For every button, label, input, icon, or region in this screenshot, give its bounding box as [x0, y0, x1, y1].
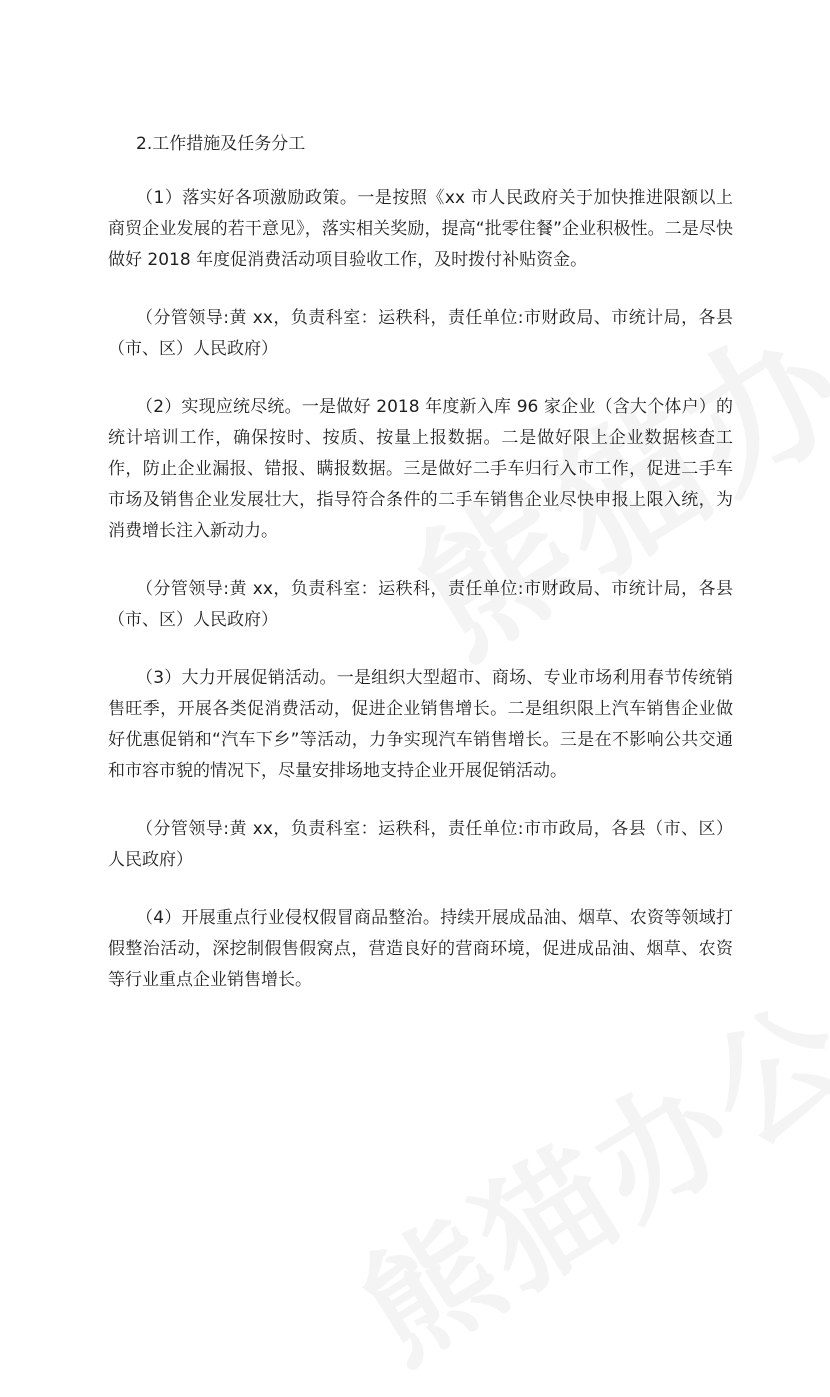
- paragraph-responsibility-2: （分管领导:黄 xx，负责科室：运秩科，责任单位:市财政局、市统计局，各县（市、区）人民政府）: [108, 579, 733, 630]
- paragraph-responsibility-3: （分管领导:黄 xx，负责科室：运秩科，责任单位:市市政局，各县（市、区）人民政府）: [108, 819, 733, 870]
- document-body: [108, 128, 733, 996]
- section-heading: 2.工作措施及任务分工: [136, 134, 306, 154]
- paragraph-measure-4: （4）开展重点行业侵权假冒商品整治。持续开展成品油、烟草、农资等领域打假整治活动，深挖制假售假窝点，营造良好的营商环境，促进成品油、烟草、农资等行业重点企业销售增长。: [108, 908, 733, 990]
- paragraph-measure-3: （3）大力开展促销活动。一是组织大型超市、商场、专业市场利用春节传统销售旺季，开展各类促消费活动，促进企业销售增长。二是组织限上汽车销售企业做好优惠促销和“汽车下乡”等活动，力争实现汽车销售增长。三是在不影响公共交通和市容市貌的情况下，尽量安排场地支持企业开展促销活动。: [108, 668, 733, 781]
- paragraph-measure-2: （2）实现应统尽统。一是做好 2018 年度新入库 96 家企业（含大个体户）的统计培训工作，确保按时、按质、按量上报数据。二是做好限上企业数据核查工作，防止企业漏报、错报、瞒报数据。三是做好二手车归行入市工作，促进二手车市场及销售企业发展壮大，指导符合条件的二手车销售企业尽快申报上限入统，为消费增长注入新动力。: [108, 397, 733, 541]
- paragraph-measure-1: （1）落实好各项激励政策。一是按照《xx 市人民政府关于加快推进限额以上商贸企业发展的若干意见》，落实相关奖励，提高“批零住餐”企业积极性。二是尽快做好 2018 年度促消费活动项目验收工作，及时拨付补贴资金。: [108, 188, 733, 270]
- paragraph-responsibility-1: （分管领导:黄 xx，负责科室：运秩科，责任单位:市财政局、市统计局，各县（市、区）人民政府）: [108, 308, 733, 359]
